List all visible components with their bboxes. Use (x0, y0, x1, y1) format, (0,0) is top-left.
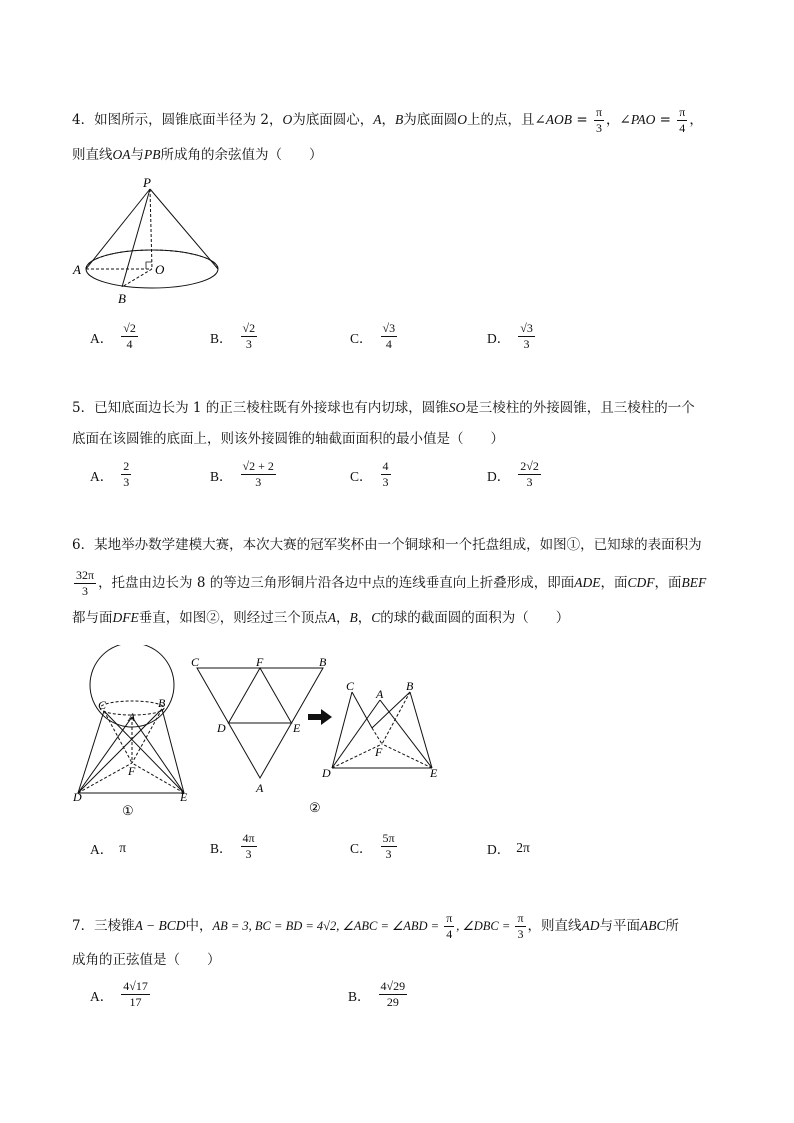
option-label: C． (350, 840, 373, 856)
frac-den: 3 (245, 847, 252, 861)
option-fraction (518, 460, 541, 489)
option-fraction (381, 460, 391, 489)
option-fraction (518, 322, 535, 351)
q7-fraction (444, 912, 454, 941)
q4-fraction (594, 106, 604, 135)
fig2-label-e: E (293, 721, 301, 735)
edge (332, 692, 352, 768)
frac-den: 3 (382, 475, 389, 489)
q4-var: B (394, 112, 404, 127)
option-label: D． (487, 330, 511, 346)
frac-den: 3 (255, 475, 262, 489)
mid-triangle (229, 668, 292, 723)
q6-var: CDF (627, 575, 655, 590)
q6-text: 垂直，如图②，则经过三个顶点 (138, 610, 328, 626)
frac-num: 5π (382, 831, 395, 845)
frac-den: 3 (385, 847, 392, 861)
fig1-caption: ① (122, 803, 134, 818)
edge-hidden (382, 744, 432, 768)
fig1-label-f: F (128, 764, 136, 778)
frac-den: 4 (679, 121, 686, 135)
fig2-label-a: A (256, 781, 264, 795)
q6-line1: 6．某地举办数学建模大赛，本次大赛的冠军奖杯由一个铜球和一个托盘组成，如图①，已知球的表面积为 (72, 537, 702, 553)
q4-text: = (572, 112, 592, 128)
edge (104, 711, 184, 793)
q7-option-a[interactable] (90, 980, 152, 1009)
option-fraction (241, 832, 257, 861)
q4-option-a[interactable] (90, 322, 140, 351)
q4-var: PB (144, 147, 161, 162)
q7-var: A − BCD (134, 918, 186, 933)
cone-edge-right (150, 189, 218, 269)
frac-num: √2 + 2 (242, 459, 274, 473)
q7-var: ABC (640, 918, 666, 933)
q6-text: 某地举办数学建模大赛，本次大赛的冠军奖杯由一个铜球和一个托盘组成，如图①，已知球的表面积为 (94, 537, 702, 553)
frac-num: π (446, 911, 453, 925)
q4-number: 4 (72, 112, 81, 128)
option-fraction (241, 322, 258, 351)
q7-text: 与平面 (599, 918, 641, 934)
option-label: B． (210, 468, 233, 484)
frac-num: 4π (242, 831, 255, 845)
option-value: 2π (516, 840, 530, 855)
q4-angle: AOB (545, 112, 573, 127)
q6-var: ADE (574, 575, 601, 590)
q5-option-d[interactable] (487, 460, 543, 489)
option-label: B． (210, 840, 233, 856)
edge-hidden (382, 692, 410, 744)
q6-fraction (74, 569, 96, 598)
q6-var: A (327, 610, 336, 625)
q4-option-c[interactable] (350, 322, 399, 351)
q4-cone-figure (70, 175, 230, 310)
q4-line1: 4．如图所示，圆锥底面半径为 2，O为底面圆心，A，B为底面圆O上的点，且∠AOB = $\frac{\pi}{3}$ ，∠PAO = $\frac{\pi}{4}$ ， (72, 105, 703, 135)
q6-line3 (72, 609, 569, 627)
q5-text: 已知底面边长为 1 的正三棱柱既有外接球也有内切球，圆锥 (94, 400, 449, 416)
option-label: B． (348, 988, 371, 1004)
frac-den: 3 (517, 927, 524, 941)
fig1-label-a: A (128, 710, 136, 724)
q6-number: 6 (72, 537, 81, 553)
q4-text: 则直线 (72, 147, 113, 163)
q4-angle: PAO (630, 112, 656, 127)
q6-var: C (371, 610, 381, 625)
edge-hidden (132, 763, 184, 793)
option-fraction (241, 460, 276, 489)
option-label: C． (350, 468, 373, 484)
q6-figure-1 (70, 645, 200, 820)
frac-num: √2 (242, 321, 256, 335)
q5-var: SO (448, 400, 466, 415)
edge (410, 692, 432, 768)
fold-label-b: B (406, 679, 414, 693)
q7-text: 中， (185, 918, 213, 934)
option-label: A． (90, 988, 114, 1004)
frac-den: 3 (82, 584, 89, 598)
q4-var: O (457, 112, 467, 127)
q7-text: 所 (665, 918, 680, 934)
fig2-label-c: C (191, 655, 200, 669)
frac-num: π (679, 105, 686, 119)
frac-den: 3 (523, 337, 530, 351)
fig1-label-e: E (180, 790, 188, 804)
q4-text: ， (381, 112, 395, 128)
q4-text: ，∠ (606, 112, 631, 128)
fold-label-d: D (322, 766, 331, 780)
fig2-label-f: F (256, 655, 264, 669)
edge (78, 717, 132, 793)
q6-text: ， (357, 610, 372, 626)
q5-option-a[interactable] (90, 460, 133, 489)
q4-line2 (72, 146, 323, 164)
q6-text: ， (336, 610, 350, 626)
option-fraction (121, 980, 150, 1009)
q5-text: 底面在该圆锥的底面上，则该外接圆锥的轴截面面积的最小值是（ ） (72, 431, 504, 447)
q4-text: 与 (130, 147, 144, 163)
edge (332, 700, 380, 768)
frac-den: 17 (129, 995, 142, 1009)
q5-text: 是三棱柱的外接圆锥，且三棱柱的一个 (465, 400, 695, 416)
q4-text: 所成角的余弦值为（ ） (160, 147, 323, 163)
q5-line2 (72, 430, 504, 448)
q4-text: = (655, 112, 676, 128)
frac-num: 32π (76, 568, 95, 582)
frac-den: 3 (123, 475, 130, 489)
q6-figure-2-flat (185, 650, 335, 820)
fig2-label-b: B (319, 655, 327, 669)
frac-num: 4√17 (123, 979, 148, 993)
frac-num: 2 (123, 459, 130, 473)
option-label: A． (90, 468, 114, 484)
q7-math: AB = 3, BC = BD = 4√2, ∠ABC = ∠ABD = (212, 919, 443, 933)
q7-fraction (515, 912, 525, 941)
q4-text: 如图所示，圆锥底面半径为 2， (94, 112, 283, 128)
fold-label-c: C (346, 679, 355, 693)
q6-option-d[interactable] (487, 838, 530, 858)
option-label: A． (90, 842, 114, 857)
q7-text: ，则直线 (527, 918, 582, 934)
fold-label-e: E (430, 766, 438, 780)
edge (352, 692, 372, 728)
option-fraction (381, 832, 397, 861)
q7-text: 三棱锥 (94, 918, 135, 934)
q7-line2 (72, 951, 221, 969)
q4-text: 为底面圆 (403, 112, 458, 128)
frac-den: 3 (526, 475, 533, 489)
q6-text: 的球的截面圆的面积为（ ） (380, 610, 570, 626)
label-p: P (143, 175, 151, 190)
q6-text: ，面 (600, 575, 628, 591)
edge (132, 717, 184, 793)
option-label: C． (350, 330, 373, 346)
q4-var: O (282, 112, 293, 127)
q7-text: 成角的正弦值是（ ） (72, 952, 221, 968)
label-o: O (155, 262, 165, 277)
frac-den: 4 (446, 927, 453, 941)
right-angle-mark (146, 262, 152, 269)
frac-num: 4√29 (380, 979, 406, 993)
q4-var: OA (112, 147, 131, 162)
option-fraction (121, 322, 138, 351)
q7-var: AD (581, 918, 600, 933)
option-fraction (379, 980, 408, 1009)
q4-option-d[interactable] (487, 322, 537, 351)
q6-text: 都与面 (72, 610, 113, 626)
fig1-label-b: B (158, 696, 166, 710)
cone-axis (150, 189, 152, 269)
frac-num: π (595, 105, 603, 119)
q6-option-c[interactable] (350, 832, 399, 861)
q5-number: 5 (72, 400, 81, 416)
q4-fraction (677, 106, 687, 135)
q6-text: ，托盘由边长为 8 的等边三角形铜片沿各边中点的连线垂直向上折叠形成，即面 (98, 575, 575, 591)
q7-line1: 7．三棱锥A − BCD中，AB = 3, BC = BD = 4√2, ∠ABC = ∠ABD = $\frac{\pi}{4}$ , ∠DBC = $\frac{\pi}{3}$ ，则直线AD与平面ABC所 (72, 911, 680, 941)
fig2-label-d: D (217, 721, 226, 735)
option-label: A． (90, 330, 114, 346)
q4-text: 上的点，且∠ (466, 112, 546, 128)
edge (78, 709, 162, 793)
q5-line1: 5．已知底面边长为 1 的正三棱柱既有外接球也有内切球，圆锥SO是三棱柱的外接圆锥，且三棱柱的一个 (72, 400, 695, 416)
q6-option-b[interactable] (210, 832, 259, 861)
option-label: D． (487, 468, 511, 484)
frac-den: 3 (595, 121, 602, 135)
option-label: B． (210, 330, 233, 346)
q5-option-c[interactable] (350, 460, 393, 489)
q7-math: , ∠DBC = (456, 919, 514, 933)
fig1-label-d: D (73, 790, 82, 804)
q4-text: ， (689, 112, 703, 128)
q4-option-b[interactable] (210, 322, 259, 351)
q6-line2 (72, 566, 706, 600)
frac-num: √3 (382, 321, 396, 335)
fold-label-a: A (376, 687, 384, 701)
frac-num: 2√2 (520, 459, 539, 473)
q4-text: 为底面圆心， (292, 112, 374, 128)
option-fraction (121, 460, 131, 489)
label-a: A (73, 262, 81, 277)
q6-var: BEF (681, 575, 707, 590)
frac-den: 4 (385, 337, 392, 351)
q6-figure-2-folded (320, 678, 445, 788)
option-label: D． (487, 842, 511, 857)
frac-num: √2 (123, 321, 136, 335)
q6-option-a[interactable] (90, 838, 126, 858)
frac-num: √3 (520, 321, 533, 335)
cone-edge-left (86, 189, 150, 269)
option-value: π (119, 840, 127, 855)
frac-den: 4 (126, 337, 133, 351)
frac-den: 3 (245, 337, 252, 351)
frac-den: 29 (386, 995, 399, 1009)
q7-number: 7 (72, 918, 81, 934)
option-fraction (381, 322, 398, 351)
fold-label-f: F (375, 745, 383, 759)
fig1-label-c: C (98, 698, 107, 712)
frac-num: π (517, 911, 524, 925)
edge (162, 709, 184, 793)
q4-var: A (373, 112, 382, 127)
q6-var: B (349, 610, 358, 625)
frac-num: 4 (382, 459, 389, 473)
q7-option-b[interactable] (348, 980, 409, 1009)
label-b: B (118, 291, 126, 306)
q6-var: DFE (112, 610, 139, 625)
edge-hidden (372, 728, 382, 744)
fig2-caption: ② (309, 800, 321, 815)
q5-option-b[interactable] (210, 460, 278, 489)
q6-text: ，面 (654, 575, 682, 591)
